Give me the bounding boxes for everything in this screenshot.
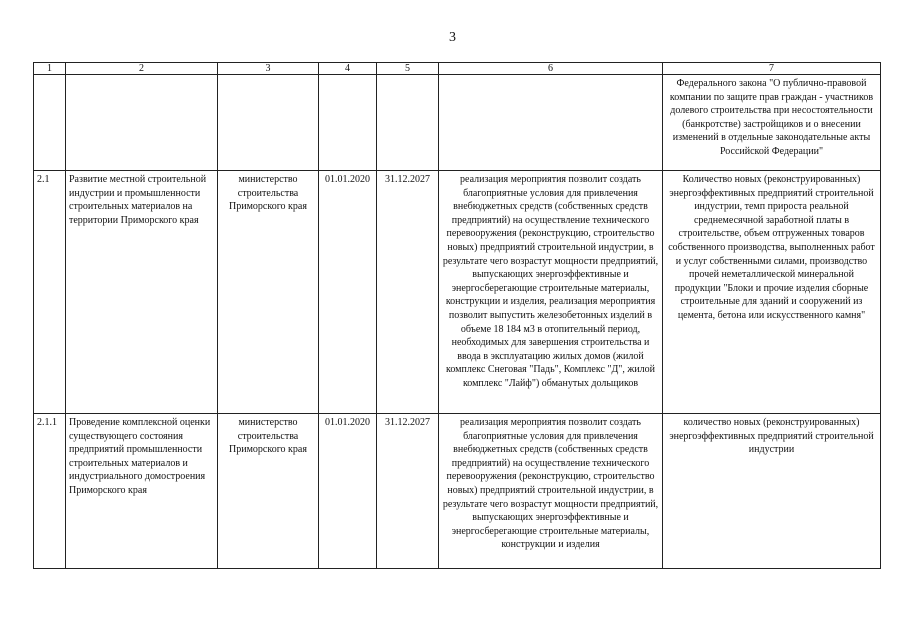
cell-name: Развитие местной строительной индустрии и промышленности строительных материалов на территории Приморского края [66,171,218,414]
column-number: 4 [319,63,377,75]
cell-result [439,75,663,171]
cell-end-date [377,75,439,171]
column-number: 2 [66,63,218,75]
column-number: 5 [377,63,439,75]
column-number: 7 [663,63,881,75]
cell-executor [218,75,319,171]
table-row [34,75,881,171]
column-number: 6 [439,63,663,75]
cell-number [34,75,66,171]
table-row [34,414,881,569]
column-number: 3 [218,63,319,75]
cell-indicator: количество новых (реконструированных) энергоэффективных предприятий строительной индустрии [663,414,881,569]
cell-start-date: 01.01.2020 [319,414,377,569]
program-table [33,62,881,569]
column-number-row [34,63,881,75]
column-number: 1 [34,63,66,75]
cell-name: Проведение комплексной оценки существующего состояния предприятий промышленности строительных материалов и индустриального домостроения Приморского края [66,414,218,569]
cell-end-date: 31.12.2027 [377,414,439,569]
cell-executor: министерство строительства Приморского края [218,414,319,569]
page-number: 3 [449,30,456,45]
cell-end-date: 31.12.2027 [377,171,439,414]
cell-name [66,75,218,171]
table-row [34,171,881,414]
cell-indicator: Федерального закона "О публично-правовой компании по защите прав граждан - участников долевого строительства при несостоятельности (банкротстве) застройщиков и о внесении изменений в отдельные законодательные акты Российской Федерации" [663,75,881,171]
cell-indicator: Количество новых (реконструированных) энергоэффективных предприятий строительной индустрии, темп прироста реальной среднемесячной заработной платы в строительстве, объем отгруженных товаров собственного производства, выполненных работ и услуг собственными силами, производство прочей неметаллической минеральной продукции "Блоки и прочие изделия сборные строительные для зданий и сооружений из цемента, бетона или искусственного камня" [663,171,881,414]
cell-start-date [319,75,377,171]
cell-result: реализация мероприятия позволит создать благоприятные условия для привлечения внебюджетных средств (собственных средств предприятий) на осуществление технического перевооружения (реконструкцию, строительство новых) предприятий строительной индустрии, в результате чего возрастут мощности предприятий, выпускающих энергоэффективные и энергосберегающие строительные материалы, конструкции и изделия [439,414,663,569]
cell-result: реализация мероприятия позволит создать благоприятные условия для привлечения внебюджетных средств (собственных средств предприятий) на осуществление технического перевооружения (реконструкцию, строительство новых) предприятий строительной индустрии, в результате чего возрастут мощности предприятий, выпускающих энергоэффективные и энергосберегающие строительные материалы, конструкции и изделия, реализация мероприятия позволит выпустить железобетонных изделий в объеме 18 184 м3 в отопительный период, необходимых для завершения строительства и ввода в эксплуатацию жилых домов (жилой комплекс Снеговая "Падь", Комплекс "Д", жилой комплекс "Лайф") обманутых дольщиков [439,171,663,414]
cell-number: 2.1.1 [34,414,66,569]
cell-start-date: 01.01.2020 [319,171,377,414]
cell-executor: министерство строительства Приморского края [218,171,319,414]
cell-number: 2.1 [34,171,66,414]
